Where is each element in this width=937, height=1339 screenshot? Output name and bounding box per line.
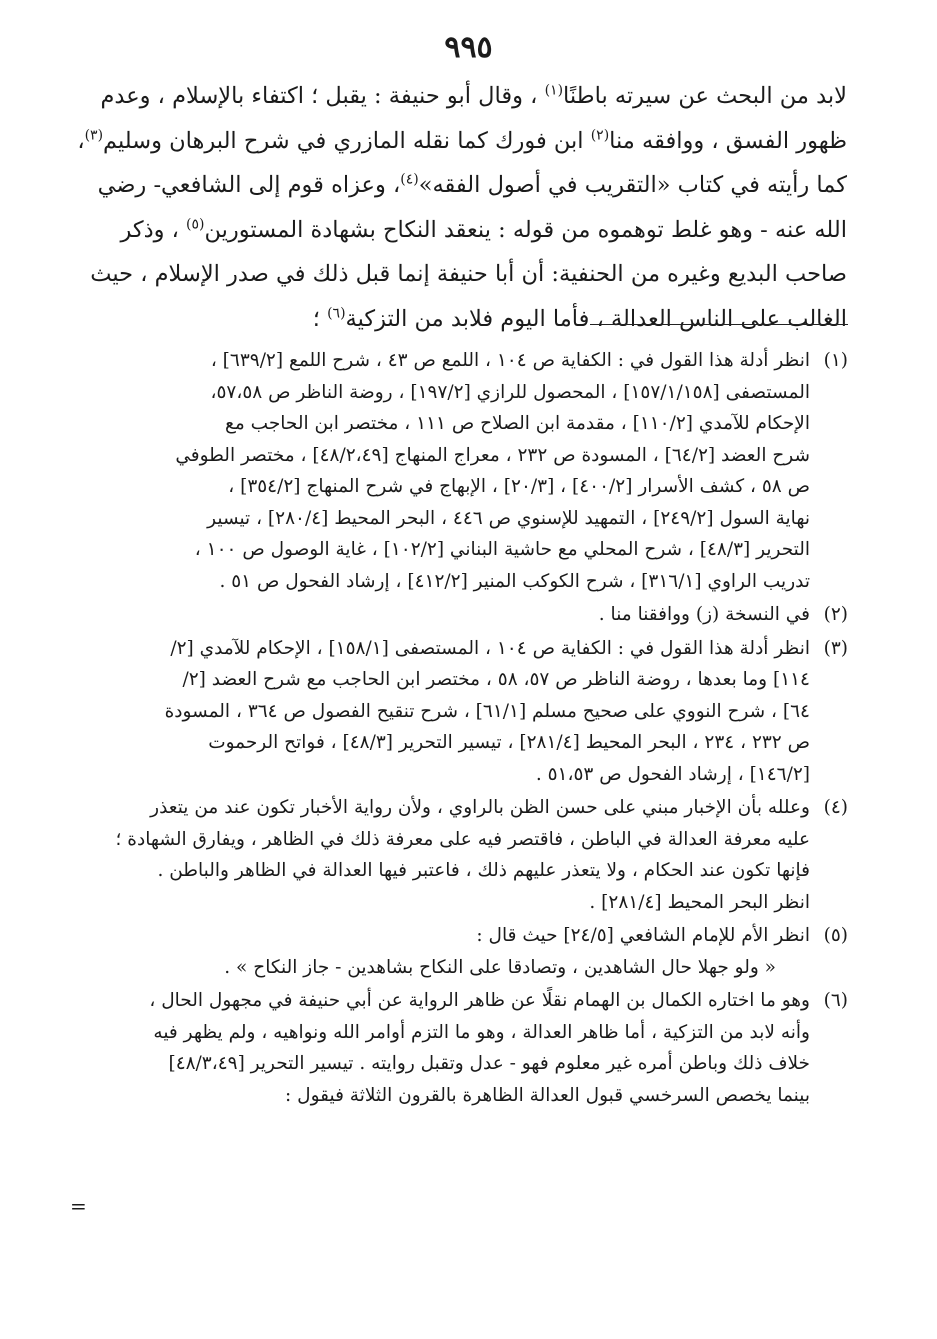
main-text-fragment: صاحب البديع وغيره من الحنفية: أن أبا حنيفة إنما قبل ذلك في صدر الإسلام ، حيث: [90, 261, 847, 287]
main-text-line: [90, 252, 847, 297]
footnote-6: [70, 985, 848, 1111]
main-text-fragment: كما رأيته في كتاب «التقريب في أصول الفقه»: [418, 172, 847, 198]
footnote-line: خلاف ذلك وباطن أمره غير معلوم فهو - عدل وتقبل روايته . تيسير التحرير [٤٨/٣،٤٩]: [168, 1053, 810, 1074]
footnote-line: بينما يخصص السرخسي قبول العدالة الظاهرة بالقرون الثلاثة فيقول :: [285, 1084, 810, 1106]
continuation-mark: =: [70, 1194, 87, 1218]
page-number: ٩٩٥: [444, 30, 493, 65]
footnote-3: [70, 633, 848, 791]
footnote-line: الإحكام للآمدي [١١٠/٢] ، مقدمة ابن الصلاح ص ١١١ ، مختصر ابن الحاجب مع: [225, 413, 810, 434]
main-text-line: [95, 163, 847, 208]
footnote-line: المستصفى [١٥٧/١/١٥٨] ، المحصول للرازي [١٩٧/٢] ، روضة الناظر ص ٥٧،٥٨،: [210, 381, 810, 403]
footnote-number: (٥): [823, 925, 848, 946]
footnote-reference: (٥): [186, 216, 205, 232]
main-text-fragment: الغالب على الناس العدالة ، فأما اليوم فلابد من التزكية: [345, 305, 847, 332]
footnote-reference: (٣): [84, 127, 104, 143]
footnote-line: انظر البحر المحيط [٢٨١/٤] .: [589, 891, 810, 913]
footnote-line: انظر أدلة هذا القول في : الكفاية ص ١٠٤ ، اللمع ص ٤٣ ، شرح اللمع [٦٣٩/٢] ،: [210, 350, 810, 371]
footnote-reference: (٢): [590, 127, 610, 143]
footnote-reference: (١): [544, 82, 564, 99]
main-text-fragment: ابن فورك كما نقله المازري في شرح البرهان وسليم: [103, 127, 591, 154]
main-text: [77, 74, 847, 341]
footnote-number: (٦): [823, 990, 848, 1011]
footnote-separator: [590, 324, 848, 325]
footnote-line: ٦٤] ، شرح النووي على صحيح مسلم [٦١/١] ، شرح تنقيح الفصول ص ٣٦٤ ، المسودة: [164, 700, 810, 722]
footnote-line: نهاية السول [٢٤٩/٢] ، التمهيد للإسنوي ص ٤٤٦ ، البحر المحيط [٢٨٠/٤] ، تيسير: [207, 507, 810, 529]
footnotes-section: [70, 345, 848, 1111]
footnote-line: ص ٢٣٢ ، ٢٣٤ ، البحر المحيط [٢٨١/٤] ، تيسير التحرير [٤٨/٣] ، فواتح الرحموت: [208, 732, 810, 753]
main-text-fragment: لابد من البحث عن سيرته باطنًا: [563, 83, 847, 109]
footnote-line: انظر أدلة هذا القول في : الكفاية ص ١٠٤ ، المستصفى [١٥٨/١] ، الإحكام للآمدي [٢/: [170, 637, 810, 659]
footnote-number: (٤): [823, 797, 848, 818]
footnote-reference: (٤): [400, 171, 419, 188]
main-text-fragment: ظهور الفسق ، ووافقه منا: [609, 127, 847, 154]
footnote-5: [70, 920, 848, 983]
main-text-fragment: ، وذكر: [120, 216, 187, 243]
footnote-reference: (٦): [327, 305, 346, 321]
footnote-line: « ولو جهلا حال الشاهدين ، وتصادقا على النكاح بشاهدين - جاز النكاح » .: [224, 956, 776, 978]
footnote-line: في النسخة (ز) ووافقنا منا .: [598, 604, 810, 625]
footnote-line: [١٤٦/٢] ، إرشاد الفحول ص ٥١،٥٣ .: [535, 763, 810, 785]
footnote-line: ١١٤] وما بعدها ، روضة الناظر ص ٥٧، ٥٨ ، مختصر ابن الحاجب مع شرح العضد [٢/: [182, 669, 810, 690]
footnote-number: (٣): [823, 637, 848, 659]
main-text-fragment: الله عنه - وهو غلط توهموه من قوله : ينعقد النكاح بشهادة المستورين: [204, 216, 847, 243]
footnote-line: شرح العضد [٦٤/٢] ، المسودة ص ٢٣٢ ، معراج المنهاج [٤٨/٢،٤٩] ، مختصر الطوفي: [175, 444, 810, 466]
main-text-fragment: ،: [77, 127, 85, 154]
main-text-line: [95, 297, 847, 342]
footnote-1: [70, 345, 848, 597]
main-text-line: [95, 74, 847, 119]
main-text-fragment: ؛: [312, 305, 328, 332]
footnote-line: وعلله بأن الإخبار مبني على حسن الظن بالراوي ، ولأن رواية الأخبار تكون عند من يتعذر: [150, 797, 810, 818]
footnote-4: [70, 792, 848, 918]
footnote-2: [70, 599, 848, 631]
footnote-line: وأنه لابد من التزكية ، أما ظاهر العدالة ، وهو ما التزم أوامر الله ونواهيه ، ولم يظهر فيه: [153, 1021, 810, 1043]
footnote-line: فإنها تكون عند الحكام ، ولا يتعذر عليهم ذلك ، فاعتبر فيها العدالة في الظاهر والباطن .: [157, 860, 810, 881]
main-text-fragment: ، وعزاه قوم إلى الشافعي- رضي: [97, 172, 401, 198]
footnote-line: ص ٥٨ ، كشف الأسرار [٤٠٠/٢] ، [٢٠/٣] ، الإبهاج في شرح المنهاج [٣٥٤/٢] ،: [228, 476, 810, 497]
footnote-number: (٢): [823, 604, 848, 625]
footnote-line: التحرير [٤٨/٣] ، شرح المحلي مع حاشية البناني [١٠٢/٢] ، غاية الوصول ص ١٠٠ ،: [194, 539, 810, 560]
main-text-line: [77, 119, 847, 164]
footnote-line: انظر الأم للإمام الشافعي [٢٤/٥] حيث قال :: [476, 925, 810, 946]
main-text-fragment: ، وقال أبو حنيفة : يقبل ؛ اكتفاء بالإسلام ، وعدم: [100, 83, 545, 109]
footnote-number: (١): [823, 350, 848, 371]
footnote-line: عليه معرفة العدالة في الباطن ، فاقتصر فيه على معرفة ذلك في الظاهر ، ويفارق الشهادة ؛: [115, 828, 810, 850]
footnote-line: تدريب الراوي [٣١٦/١] ، شرح الكوكب المنير [٤١٢/٢] ، إرشاد الفحول ص ٥١ .: [219, 570, 810, 592]
footnote-line: وهو ما اختاره الكمال بن الهمام نقلًا عن ظاهر الرواية عن أبي حنيفة في مجهول الحال ،: [149, 990, 810, 1011]
main-text-line: [95, 208, 847, 253]
